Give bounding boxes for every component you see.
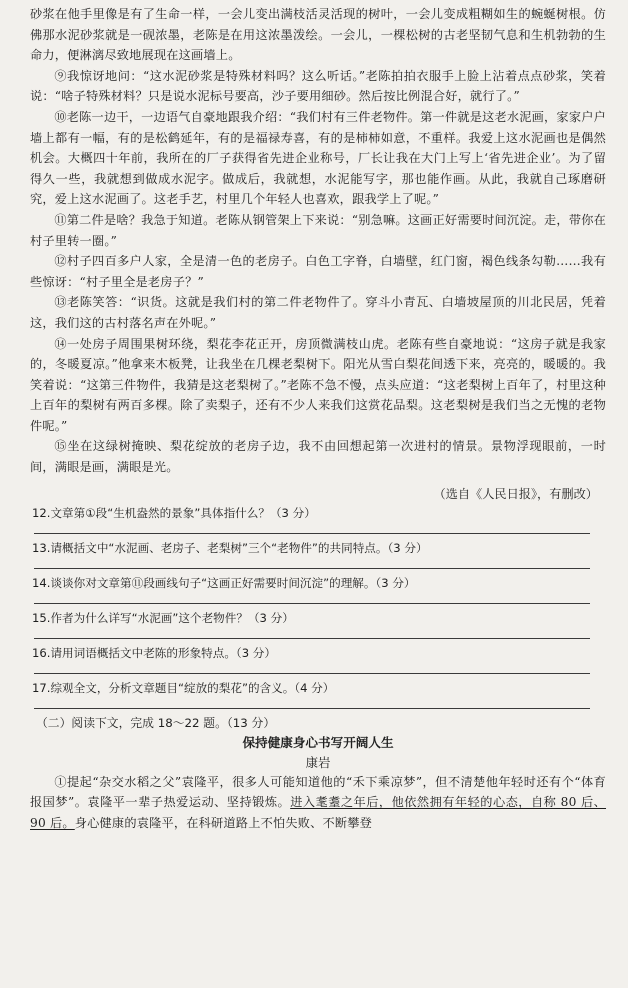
question-text: 14.谈谈你对文章第⑪段画线句子“这画正好需要时间沉淀”的理解。（3 分） (32, 575, 416, 590)
passage-paragraph-12: ⑫村子四百多户人家，全是清一色的老房子。白色工字脊，白墙壁，红门窗，褐色线条勾勒……我有些惊讶：“村子里全是老房子？” (30, 254, 606, 289)
passage-paragraph-14: ⑭一处房子周围果树环绕，梨花李花正开，房顶微满枝山虎。老陈有些自豪地说：“这房子就是我家的，冬暖夏凉。”他拿来木板凳，让我坐在几棵老梨树下。阳光从雪白梨花间透下来，亮亮的，暖暖的。我笑着说：“这第三件物件，我猜是这老梨树了。”老陈不急不慢，点头应道：“这老梨树上百年了，村里这种上百年的梨树有两百多棵。除了卖梨子，还有不少人来我们这赏花品梨。这老梨树是我们当之无愧的老物件呢。” (30, 336, 606, 433)
passage-paragraph-13: ⑬老陈笑答：“识货。这就是我们村的第二件老物件了。穿斗小青瓦、白墙坡屋顶的川北民居，凭着这，我们这的古村落名声在外呢。” (30, 295, 606, 330)
answer-line[interactable] (34, 673, 590, 674)
question-text: 12.文章第①段“生机盎然的景象”具体指什么？（3 分） (32, 505, 316, 520)
question-text: 13.请概括文中“水泥画、老房子、老梨树”三个“老物件”的共同特点。（3 分） (32, 540, 428, 555)
passage-paragraph-15: ⑮坐在这绿树掩映、梨花绽放的老房子边，我不由回想起第一次进村的情景。景物浮现眼前，一时间，满眼是画，满眼是光。 (30, 439, 606, 475)
answer-line[interactable] (34, 533, 590, 534)
answer-line[interactable] (34, 638, 590, 639)
underlined-sentence: 进入耄耋之年后，他依然拥有年轻的心态，自称 80 后、90 后。 (30, 795, 607, 830)
question-text: 15.作者为什么详写“水泥画”这个老物件？（3 分） (32, 610, 294, 625)
passage-paragraph-11: ⑪第二件是啥？我急于知道。老陈从钢管架上下来说：“别急嘛。这画正好需要时间沉淀。走，带你在村子里转一圈。” (30, 212, 606, 248)
question-16 (30, 644, 606, 674)
question-15 (30, 609, 606, 639)
answer-line[interactable] (34, 568, 590, 569)
section-2-heading: （二）阅读下文，完成 18～22 题。（13 分） (36, 715, 276, 730)
passage-paragraph-10: ⑩老陈一边干，一边语气自豪地跟我介绍：“我们村有三件老物件。第一件就是这老水泥画，家家户户墙上都有一幅，有的是松鹤延年，有的是福禄寿喜，有的是柿柿如意，不重样。我爱上这水泥画也是偶然机会。大概四十年前，我所在的厂子获得省先进企业称号，厂长让我在大门上写上‘省先进企业’。为了留得久一些，我就想到做成水泥字。做成后，我就想，水泥能写字，那也能作画。从此，我就自己琢磨研究，爱上这水泥画了。这老手艺，村里几个年轻人也喜欢，跟我学上了呢。” (30, 109, 606, 207)
question-text: 17.综观全文，分析文章题目“绽放的梨花”的含义。（4 分） (32, 680, 335, 695)
passage-source: （选自《人民日报》，有删改） (433, 486, 598, 501)
article-paragraph-1-part-b: 身心健康的袁隆平，在科研道路上不怕失败、不断攀登 (74, 815, 373, 830)
question-text: 16.请用词语概括文中老陈的形象特点。（3 分） (32, 645, 276, 660)
question-12 (30, 504, 606, 534)
answer-line[interactable] (34, 708, 590, 709)
article-title: 保持健康身心书写开阔人生 (242, 734, 394, 750)
passage-paragraph-continued: 砂浆在他手里像是有了生命一样，一会儿变出满枝活灵活现的树叶，一会儿变成粗糊如生的蜿蜒树根。仿佛那水泥砂浆就是一砚浓墨，老陈是在用这浓墨泼绘。一会儿，一棵松树的古老坚韧气息和生机勃勃的生命力，便淋漓尽致地展现在这画墙上。 (30, 7, 606, 63)
passage-paragraph-9: ⑨我惊讶地问：“这水泥砂浆是特殊材料吗？这么听话。”老陈拍拍衣服手上脸上沾着点点砂浆，笑着说：“啥子特殊材料？只是说水泥标号要高，沙子要用细砂。然后按比例混合好，就行了。” (30, 68, 606, 104)
answer-line[interactable] (34, 603, 590, 604)
question-13 (30, 539, 606, 569)
question-14 (30, 574, 606, 604)
article-author: 康岩 (305, 754, 331, 770)
article-paragraph-1-part-a: ①提起“杂交水稻之父”袁隆平，很多人可能知道他的“禾下乘凉梦”，但不清楚他年轻时还有个“体育报国梦”。袁隆平一辈子热爱运动、坚持锻炼。 (30, 774, 606, 810)
question-17 (30, 679, 606, 709)
article-paragraph-1 (30, 772, 606, 834)
